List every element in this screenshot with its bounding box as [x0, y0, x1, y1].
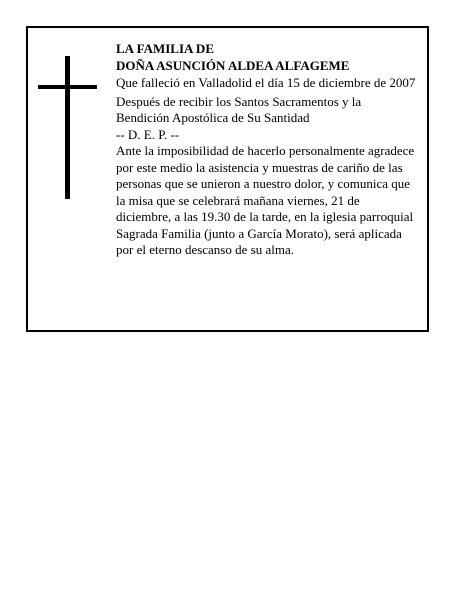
cross-horizontal-bar [38, 85, 97, 89]
obituary-notice-frame [26, 26, 429, 332]
heading-line-2: DOÑA ASUNCIÓN ALDEA ALFAGEME [116, 57, 350, 73]
acknowledgement-message: Ante la imposibilidad de hacerlo personalmente agradece por este medio la asistencia y muestras de cariño de las personas que se unieron a nuestro dolor, y comunica que la misa que se celebrará mañana viernes, 21 de diciembre, a las 19.30 de la tarde, en la iglesia parroquial Sagrada Familia (junto a García Morato), será aplicada por el eterno descanso de su alma. [116, 143, 415, 257]
cross-vertical-bar [65, 56, 70, 199]
heading-line-1: LA FAMILIA DE [116, 41, 214, 56]
death-statement: Que falleció en Valladolid el día 15 de diciembre de 2007 [116, 75, 416, 90]
obituary-text-block [116, 41, 416, 259]
rip-line: -- D. E. P. -- [116, 126, 180, 142]
sacraments-statement: Después de recibir los Santos Sacramentos y la Bendición Apostólica de Su Santidad [116, 93, 362, 125]
